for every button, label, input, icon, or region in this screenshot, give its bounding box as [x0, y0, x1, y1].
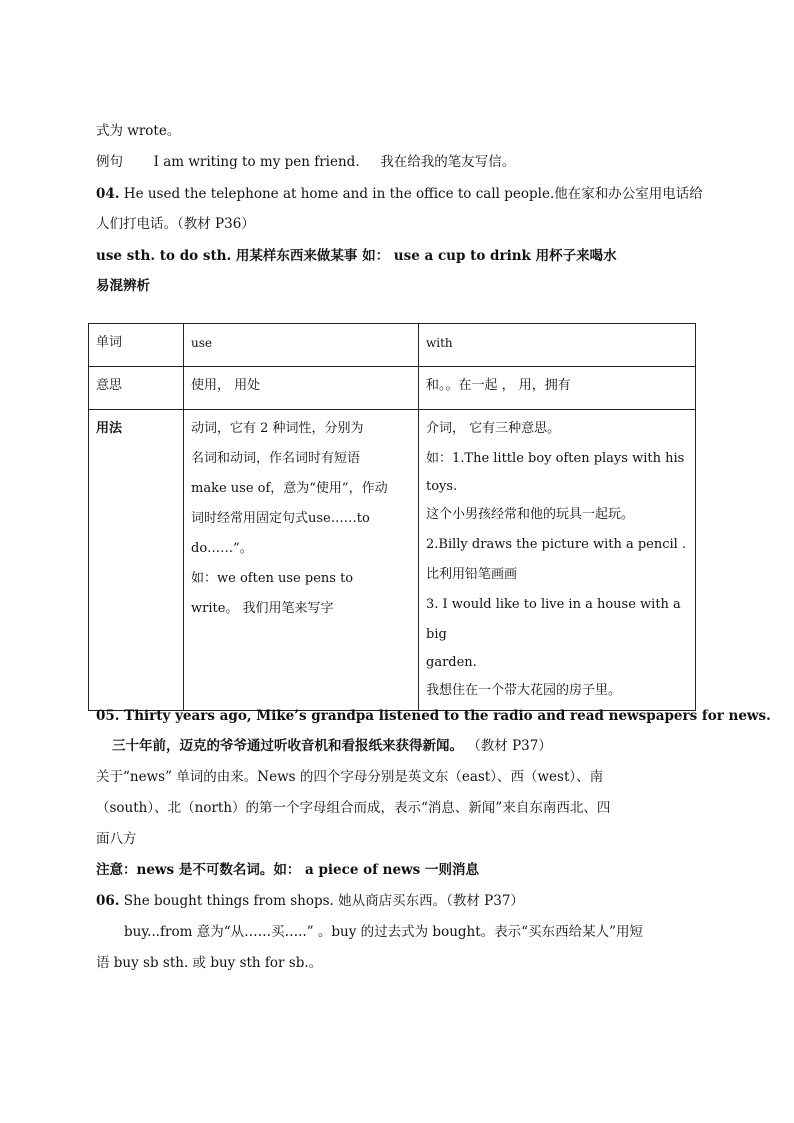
use-usage-line: 词时经常用固定句式use……to	[191, 511, 370, 526]
item04-line2: 人们打电话。（教材 P36）	[96, 216, 255, 232]
example-line	[96, 152, 515, 172]
use-usage-line: write。 我们用笔来写字	[191, 601, 334, 616]
usage-label-cell: 用法	[89, 410, 184, 711]
item04-line1	[96, 184, 703, 204]
table-meaning-row	[89, 367, 696, 410]
use-usage-line: 如：we often use pens to	[191, 571, 354, 586]
use-usage-line: make use of，意为“使用”，作动	[191, 481, 388, 496]
item05-chinese: 三十年前，迈克的爷爷通过听收音机和看报纸来获得新闻。	[112, 738, 463, 754]
header-use-cell: use	[184, 324, 419, 367]
meaning-use-cell: 使用， 用处	[184, 367, 419, 410]
with-usage-line: toys.	[426, 479, 458, 494]
with-usage-line: garden.	[426, 655, 477, 670]
with-usage-line: 我想住在一个带大花园的房子里。	[426, 683, 622, 698]
header-word-cell: 单词	[89, 324, 184, 367]
news-note-line1: 关于“news” 单词的由来。News 的四个字母分别是英文东（east）、西（west）、南	[96, 769, 604, 785]
item06-sentence: She bought things from shops. 她从商店买东西。（教材 P37）	[123, 893, 524, 909]
table-header-row	[89, 324, 696, 367]
with-usage-line: 3. I would like to live in a house with a big	[426, 597, 681, 642]
with-usage-line: 介词， 它有三种意思。	[426, 421, 561, 436]
attention-note: 注意：news 是不可数名词。如： a piece of news 一则消息	[96, 862, 479, 878]
example-label: 例句	[96, 154, 123, 170]
item06-number: 06.	[96, 893, 120, 909]
example-english: I am writing to my pen friend.	[153, 154, 360, 170]
meaning-with-cell: 和。。在一起 ， 用，拥有	[419, 367, 696, 410]
item04-sentence: He used the telephone at home and in the office to call people.他在家和办公室用电话给	[123, 186, 703, 202]
item04-usage: use sth. to do sth. 用某样东西来做某事 如： use a cup to drink 用杯子来喝水	[96, 248, 617, 264]
item06-explain1: buy...from 意为“从……买…..” 。buy 的过去式为 bought。表示“买东西给某人”用短	[124, 924, 643, 940]
item06-explain2: 语 buy sb sth. 或 buy sth for sb.。	[96, 955, 323, 971]
usage-use-cell	[184, 410, 419, 711]
item04-number: 04.	[96, 186, 120, 202]
item05-english: 05. Thirty years ago, Mike’s grandpa listened to the radio and read newspapers for news.	[96, 708, 771, 724]
with-usage-line: 2.Billy draws the picture with a pencil .	[426, 537, 687, 552]
confusion-heading: 易混辨析	[96, 278, 150, 294]
use-usage-line: do……”。	[191, 541, 253, 556]
news-note-line3: 面八方	[96, 831, 137, 847]
meaning-label-cell: 意思	[89, 367, 184, 410]
header-with-cell: with	[419, 324, 696, 367]
with-usage-line: 这个小男孩经常和他的玩具一起玩。	[426, 507, 635, 522]
intro-line: 式为 wrote。	[96, 123, 181, 139]
item06-line	[96, 891, 524, 911]
use-usage-line: 动词，它有 2 种词性，分别为	[191, 421, 364, 436]
usage-with-cell	[419, 410, 696, 711]
item05-reference: （教材 P37）	[467, 738, 552, 754]
news-note-line2: （south）、北（north）的第一个字母组合而成，表示“消息、新闻”来自东南西北、四	[96, 800, 611, 816]
item05-chinese-line	[112, 736, 552, 756]
table-usage-row	[89, 410, 696, 711]
with-usage-line: 如：1.The little boy often plays with his	[426, 451, 685, 466]
use-usage-line: 名词和动词，作名词时有短语	[191, 451, 361, 466]
comparison-table	[88, 323, 696, 711]
example-chinese: 我在给我的笔友写信。	[380, 154, 516, 170]
with-usage-line: 比利用铅笔画画	[426, 567, 518, 582]
